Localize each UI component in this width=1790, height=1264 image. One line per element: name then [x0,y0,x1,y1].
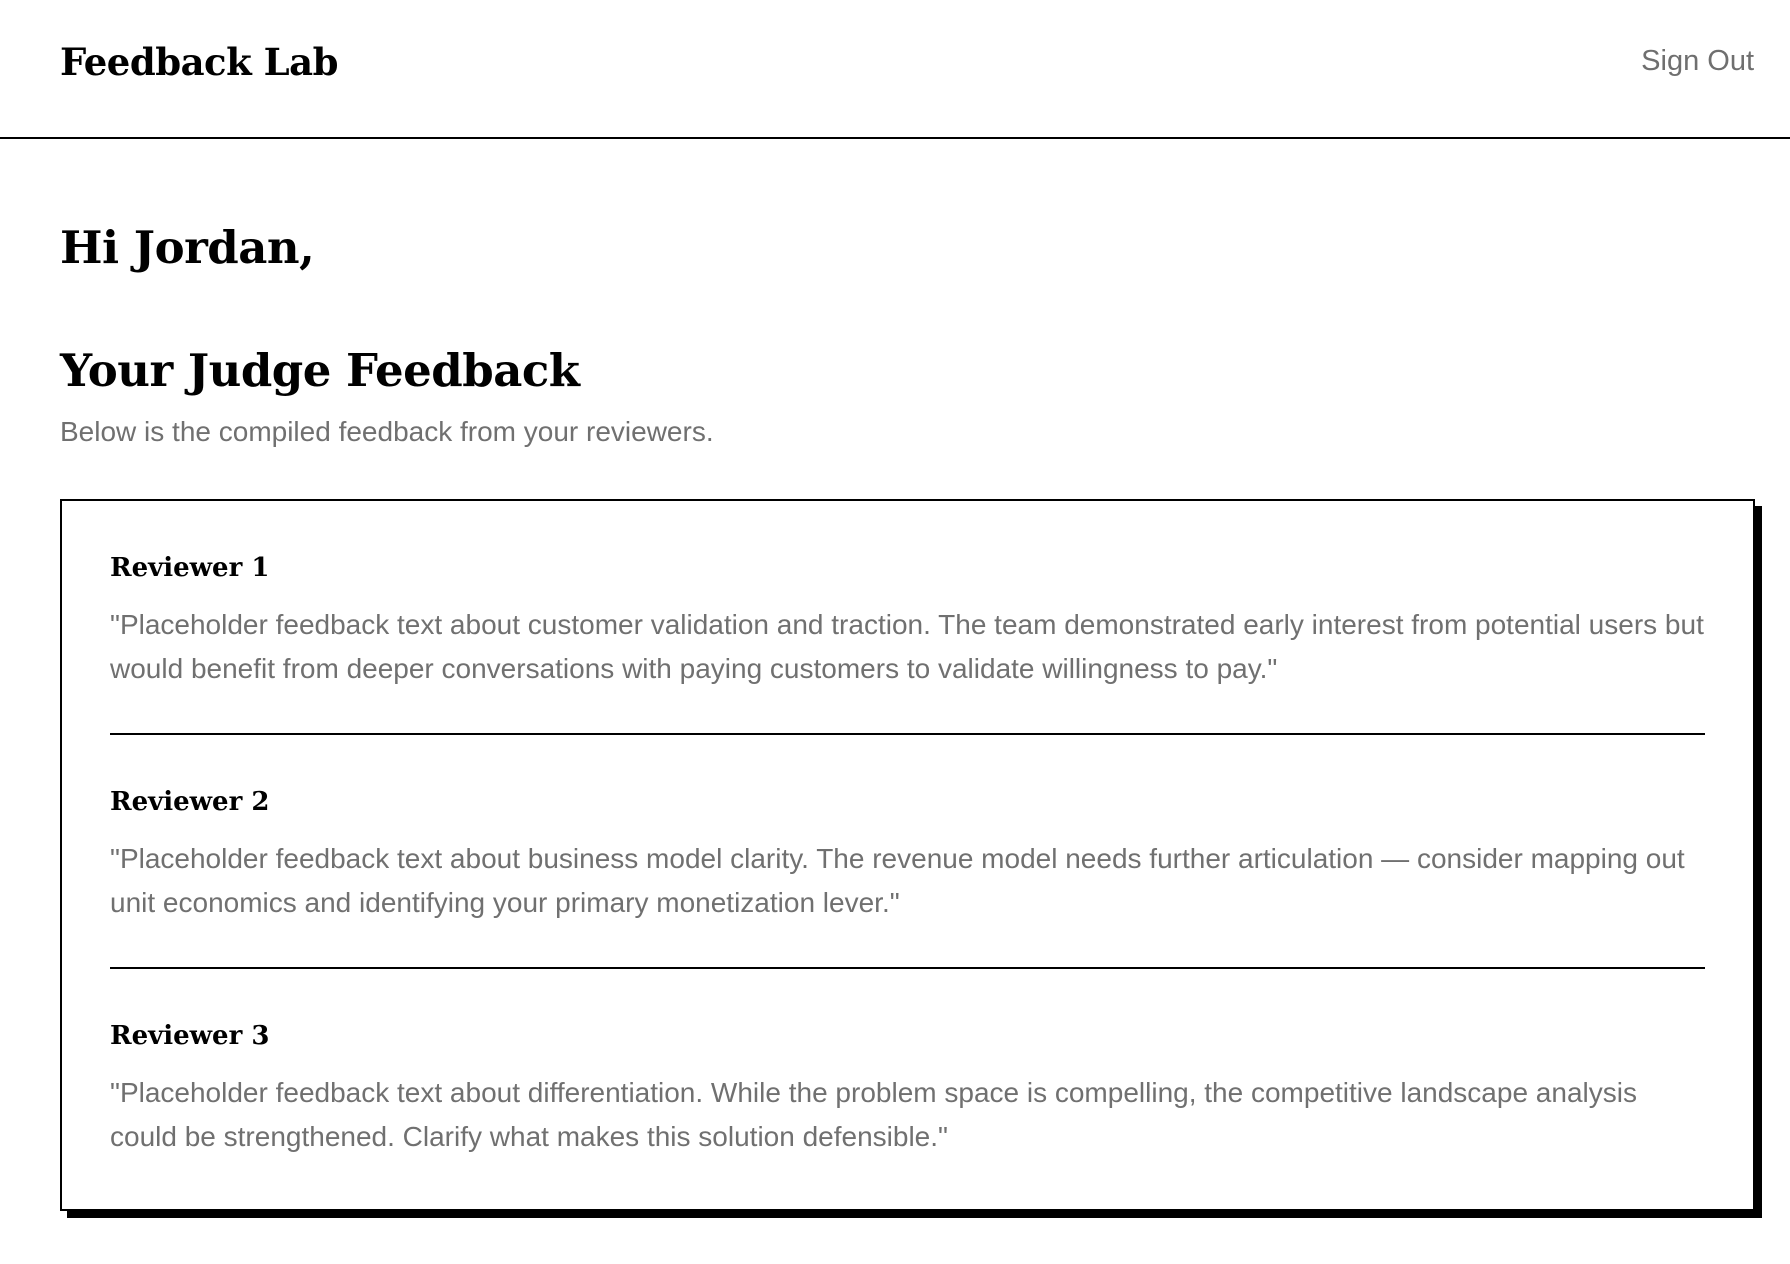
review-text: "Placeholder feedback text about customer validation and traction. The team demonstrated early interest from potential users but would benefit from deeper conversations with paying customers to validate willingness to pay." [110,608,1704,684]
feedback-card [60,499,1755,1211]
greeting-heading: Hi Jordan, [60,221,315,274]
main-content [0,221,1790,1211]
sign-out-link[interactable]: Sign Out [1641,45,1754,77]
review-item [110,735,1705,969]
brand-logo-text[interactable]: Feedback Lab [60,39,338,84]
reviewer-name: Reviewer 2 [110,786,270,817]
page-title: Your Judge Feedback [60,344,580,397]
reviewer-name: Reviewer 3 [110,1020,270,1051]
reviewer-name: Reviewer 1 [110,552,270,583]
review-item [110,501,1705,735]
top-navigation-bar [0,0,1790,139]
review-text: "Placeholder feedback text about differentiation. While the problem space is compelling, the competitive landscape analysis could be strengthened. Clarify what makes this solution defensible." [110,1076,1637,1152]
page-subtitle: Below is the compiled feedback from your reviewers. [60,416,714,447]
review-item [110,969,1705,1209]
review-text: "Placeholder feedback text about business model clarity. The revenue model needs further articulation — consider mapping out unit economics and identifying your primary monetization lever." [110,842,1685,918]
